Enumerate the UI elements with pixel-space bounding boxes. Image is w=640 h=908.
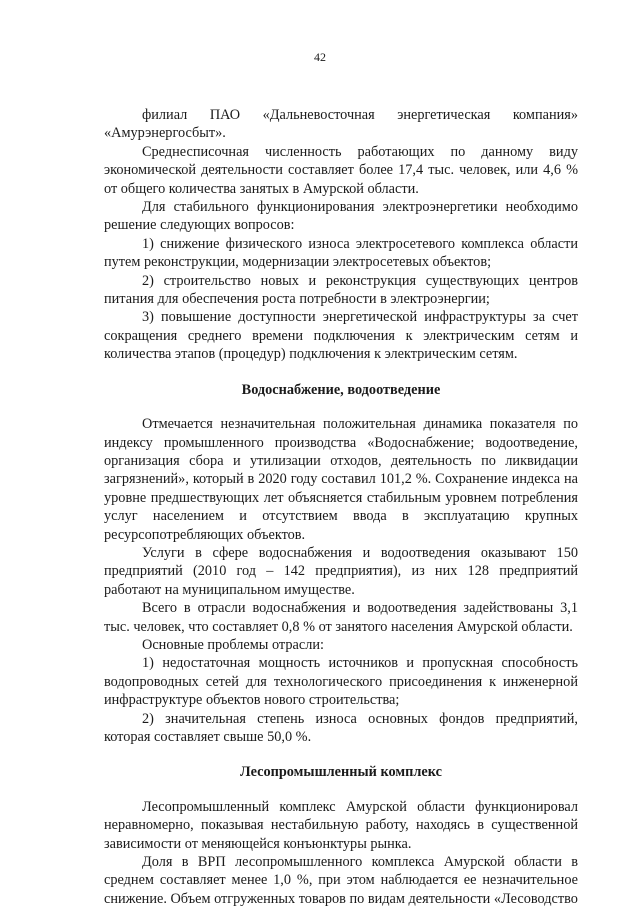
list-item-energy-2: 2) строительство новых и реконструкция существующих центров питания для обеспечения роста потребности в электроэнергии; [104,272,578,308]
paragraph-forest-overview: Лесопромышленный комплекс Амурской области функционировал неравномерно, показывая нестабильную работу, находясь в существенной зависимости от меняющейся конъюнктуры рынка. [104,798,578,852]
list-item-energy-3: 3) повышение доступности энергетической инфраструктуры за счет сокращения среднего времени подключения к электрическим сетям и количества этапов (процедур) подключения к электрическим сетям. [104,309,578,363]
paragraph-water-index: Отмечается незначительная положительная динамика показателя по индексу промышленного производства «Водоснабжение; водоотведение, организация сбора и утилизации отходов, деятельность по ликвидации загрязнений», который в 2020 году составил 101,2 %. Сохранение индекса на уровне предшествующих лет объясняется стабильным уровнем потребления услуг населением и отсутствием ввода в эксплуатацию крупных ресурсопотребляющих объектов. [104,416,578,543]
list-item-water-1: 1) недостаточная мощность источников и пропускная способность водопроводных сетей для технологического присоединения к инженерной инфраструктуре объектов нового строительства; [104,655,578,709]
paragraph-energy-company: филиал ПАО «Дальневосточная энергетическая компания» «Амурэнергосбыт». [104,107,578,142]
section-heading-water: Водоснабжение, водоотведение [241,381,441,398]
paragraph-energy-employment: Среднесписочная численность работающих по данному виду экономической деятельности составляет более 17,4 тыс. человек, или 4,6 % от общего количества занятых в Амурской области. [104,143,578,197]
page-body [104,106,578,908]
list-item-energy-1: 1) снижение физического износа электросетевого комплекса области путем реконструкции, модернизации электросетевых объектов; [104,235,578,271]
paragraph-water-employment: Всего в отрасли водоснабжения и водоотведения задействованы 3,1 тыс. человек, что составляет 0,8 % от занятого населения Амурской области. [104,600,578,635]
paragraph-forest-grp-share: Доля в ВРП лесопромышленного комплекса Амурской области в среднем составляет менее 1,0 %, при этом наблюдается ее незначительное снижение. Объем отгруженных товаров по видам деятельности «Лесоводство [104,854,578,907]
paragraph-water-problems-intro: Основные проблемы отрасли: [142,636,324,653]
page-number: 42 [314,50,326,64]
list-item-water-2: 2) значительная степень износа основных фондов предприятий, которая составляет свыше 50,0 %. [104,710,578,745]
paragraph-water-enterprises: Услуги в сфере водоснабжения и водоотведения оказывают 150 предприятий (2010 год – 142 предприятия), из них 128 предприятий работают на муниципальном имуществе. [104,544,578,598]
paragraph-energy-issues-intro: Для стабильного функционирования электроэнергетики необходимо решение следующих вопросов: [104,199,578,234]
section-heading-forest: Лесопромышленный комплекс [240,764,442,781]
